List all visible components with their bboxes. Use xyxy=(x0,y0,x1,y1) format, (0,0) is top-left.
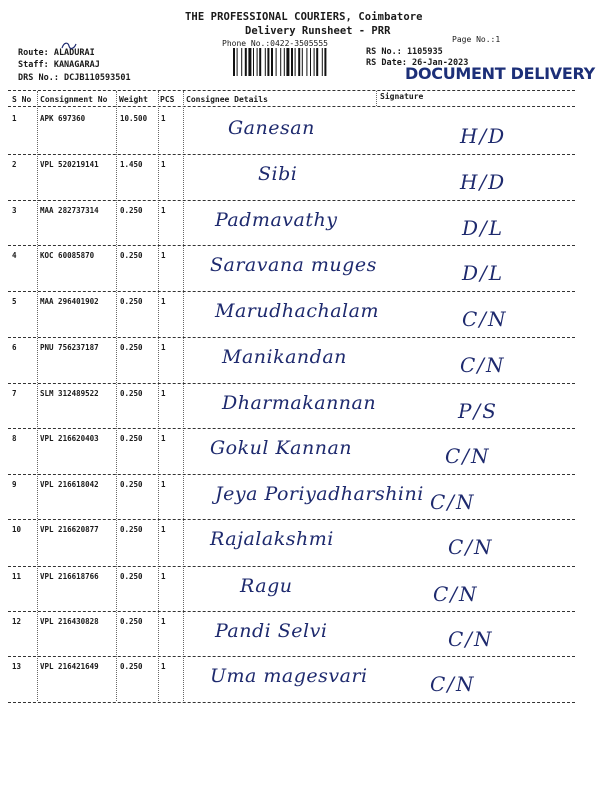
column-divider xyxy=(158,91,159,701)
row-separator xyxy=(8,245,575,246)
row-consignment-no: MAA 296401902 xyxy=(40,297,99,306)
row-weight: 1.450 xyxy=(120,160,143,169)
row-pcs: 1 xyxy=(161,206,166,215)
row-separator xyxy=(8,200,575,201)
col-header-consignment: Consignment No xyxy=(40,95,108,104)
barcode-bar xyxy=(295,48,296,76)
row-separator xyxy=(8,337,575,338)
row-consignee-name: Dharmakannan xyxy=(222,392,377,414)
barcode-bar xyxy=(314,48,315,76)
barcode-bar xyxy=(280,48,281,76)
row-pcs: 1 xyxy=(161,525,166,534)
row-weight: 0.250 xyxy=(120,343,143,352)
row-weight: 0.250 xyxy=(120,297,143,306)
row-weight: 0.250 xyxy=(120,434,143,443)
row-signature: C/N xyxy=(460,353,506,377)
barcode-bar xyxy=(241,48,242,76)
row-signature: C/N xyxy=(445,444,491,468)
row-sno: 8 xyxy=(12,434,17,443)
row-consignment-no: VPL 216618766 xyxy=(40,572,99,581)
row-signature: H/D xyxy=(460,170,507,194)
row-consignee-name: Sibi xyxy=(258,163,298,185)
row-sno: 4 xyxy=(12,251,17,260)
col-header-pcs: PCS xyxy=(160,95,175,104)
row-weight: 0.250 xyxy=(120,389,143,398)
row-consignment-no: VPL 216618042 xyxy=(40,480,99,489)
row-consignment-no: VPL 216620877 xyxy=(40,525,99,534)
row-separator xyxy=(8,291,575,292)
header-top-rule xyxy=(8,90,575,91)
row-signature: H/D xyxy=(460,124,507,148)
row-weight: 0.250 xyxy=(120,572,143,581)
row-separator xyxy=(8,428,575,429)
row-consignment-no: VPL 216620403 xyxy=(40,434,99,443)
row-weight: 0.250 xyxy=(120,480,143,489)
row-weight: 10.500 xyxy=(120,114,148,123)
drs-number: DRS No.: DCJB110593501 xyxy=(18,73,131,83)
route-label: Route: ALADURAI xyxy=(18,48,95,58)
row-consignee-name: Pandi Selvi xyxy=(215,620,328,642)
staff-label: Staff: KANAGARAJ xyxy=(18,60,100,70)
row-consignee-name: Gokul Kannan xyxy=(210,437,353,459)
row-consignee-name: Saravana muges xyxy=(210,254,377,276)
barcode-bar xyxy=(245,48,247,76)
row-signature: C/N xyxy=(448,535,494,559)
document-delivery-stamp: DOCUMENT DELIVERY xyxy=(405,64,595,83)
row-pcs: 1 xyxy=(161,662,166,671)
barcode-bar xyxy=(324,48,326,76)
row-consignment-no: VPL 520219141 xyxy=(40,160,99,169)
rs-number: RS No.: 1105935 xyxy=(366,47,443,57)
row-sno: 11 xyxy=(12,572,22,581)
row-signature: C/N xyxy=(433,582,479,606)
route-scribble-icon xyxy=(60,40,78,52)
runsheet-subtitle: Delivery Runsheet - PRR xyxy=(245,25,391,37)
row-separator xyxy=(8,611,575,612)
col-header-sno: S No xyxy=(12,95,32,104)
table-bottom-rule xyxy=(8,702,575,703)
column-divider xyxy=(183,91,184,701)
row-pcs: 1 xyxy=(161,434,166,443)
row-consignment-no: KOC 60085870 xyxy=(40,251,95,260)
column-divider xyxy=(37,91,38,701)
row-sno: 9 xyxy=(12,480,17,489)
row-sno: 2 xyxy=(12,160,17,169)
barcode-bar xyxy=(265,48,266,76)
barcode-bar xyxy=(257,48,258,76)
row-pcs: 1 xyxy=(161,480,166,489)
barcode-bar xyxy=(298,48,300,76)
row-sno: 3 xyxy=(12,206,17,215)
row-consignee-name: Manikandan xyxy=(222,346,347,368)
barcode-bar xyxy=(267,48,269,76)
barcode-bar xyxy=(291,48,293,76)
row-consignee-name: Padmavathy xyxy=(215,209,338,231)
row-sno: 7 xyxy=(12,389,17,398)
row-separator xyxy=(8,566,575,567)
row-consignment-no: PNU 756237187 xyxy=(40,343,99,352)
column-divider xyxy=(116,91,117,701)
col-header-weight: Weight xyxy=(119,95,148,104)
row-consignment-no: SLM 312489522 xyxy=(40,389,99,398)
row-signature: C/N xyxy=(448,627,494,651)
row-pcs: 1 xyxy=(161,343,166,352)
row-consignee-name: Ganesan xyxy=(228,117,315,139)
row-sno: 5 xyxy=(12,297,17,306)
barcode-bar xyxy=(237,48,238,76)
row-signature: C/N xyxy=(430,490,476,514)
row-consignee-name: Rajalakshmi xyxy=(210,528,334,550)
row-pcs: 1 xyxy=(161,251,166,260)
row-pcs: 1 xyxy=(161,297,166,306)
row-sno: 1 xyxy=(12,114,17,123)
barcode-bar xyxy=(253,48,254,76)
barcode-bar xyxy=(233,48,235,76)
row-separator xyxy=(8,656,575,657)
row-weight: 0.250 xyxy=(120,525,143,534)
column-divider xyxy=(376,91,377,106)
row-consignment-no: VPL 216430828 xyxy=(40,617,99,626)
barcode-bar xyxy=(322,48,323,76)
rs-date: RS Date: 26-Jan-2023 xyxy=(366,58,469,68)
header-bottom-rule xyxy=(8,106,575,107)
row-consignment-no: APK 697360 xyxy=(40,114,86,123)
row-sno: 13 xyxy=(12,662,22,671)
row-separator xyxy=(8,154,575,155)
barcode-bar xyxy=(248,48,251,76)
row-sno: 6 xyxy=(12,343,17,352)
row-pcs: 1 xyxy=(161,617,166,626)
row-consignee-name: Uma magesvari xyxy=(210,665,368,687)
row-weight: 0.250 xyxy=(120,251,143,260)
col-header-consignee: Consignee Details xyxy=(186,95,268,104)
row-consignment-no: MAA 282737314 xyxy=(40,206,99,215)
row-separator xyxy=(8,519,575,520)
row-signature: D/L xyxy=(462,216,505,240)
row-sno: 10 xyxy=(12,525,22,534)
row-pcs: 1 xyxy=(161,572,166,581)
row-pcs: 1 xyxy=(161,160,166,169)
row-signature: D/L xyxy=(462,261,505,285)
row-weight: 0.250 xyxy=(120,206,143,215)
page-number: Page No.:1 xyxy=(452,35,501,44)
barcode-bar xyxy=(286,48,289,76)
barcode-bar xyxy=(284,48,285,76)
barcode-bar xyxy=(310,48,311,76)
row-signature: C/N xyxy=(462,307,508,331)
row-pcs: 1 xyxy=(161,389,166,398)
row-consignee-name: Ragu xyxy=(240,575,293,597)
barcode-icon xyxy=(233,48,360,76)
row-weight: 0.250 xyxy=(120,662,143,671)
barcode-bar xyxy=(316,48,318,76)
row-separator xyxy=(8,474,575,475)
row-separator xyxy=(8,383,575,384)
barcode-bar xyxy=(271,48,273,76)
row-consignment-no: VPL 216421649 xyxy=(40,662,99,671)
row-weight: 0.250 xyxy=(120,617,143,626)
row-consignee-name: Jeya Poriyadharshini xyxy=(215,483,424,505)
barcode-bar xyxy=(302,48,303,76)
company-title: THE PROFESSIONAL COURIERS, Coimbatore xyxy=(185,11,423,23)
row-signature: C/N xyxy=(430,672,476,696)
barcode-bar xyxy=(259,48,261,76)
barcode-bar xyxy=(306,48,307,76)
barcode-bar xyxy=(276,48,277,76)
row-pcs: 1 xyxy=(161,114,166,123)
row-consignee-name: Marudhachalam xyxy=(215,300,379,322)
row-sno: 12 xyxy=(12,617,22,626)
phone-number: Phone No.:0422-3505555 xyxy=(222,39,328,48)
row-signature: P/S xyxy=(458,399,498,423)
col-header-signature: Signature xyxy=(380,92,424,101)
